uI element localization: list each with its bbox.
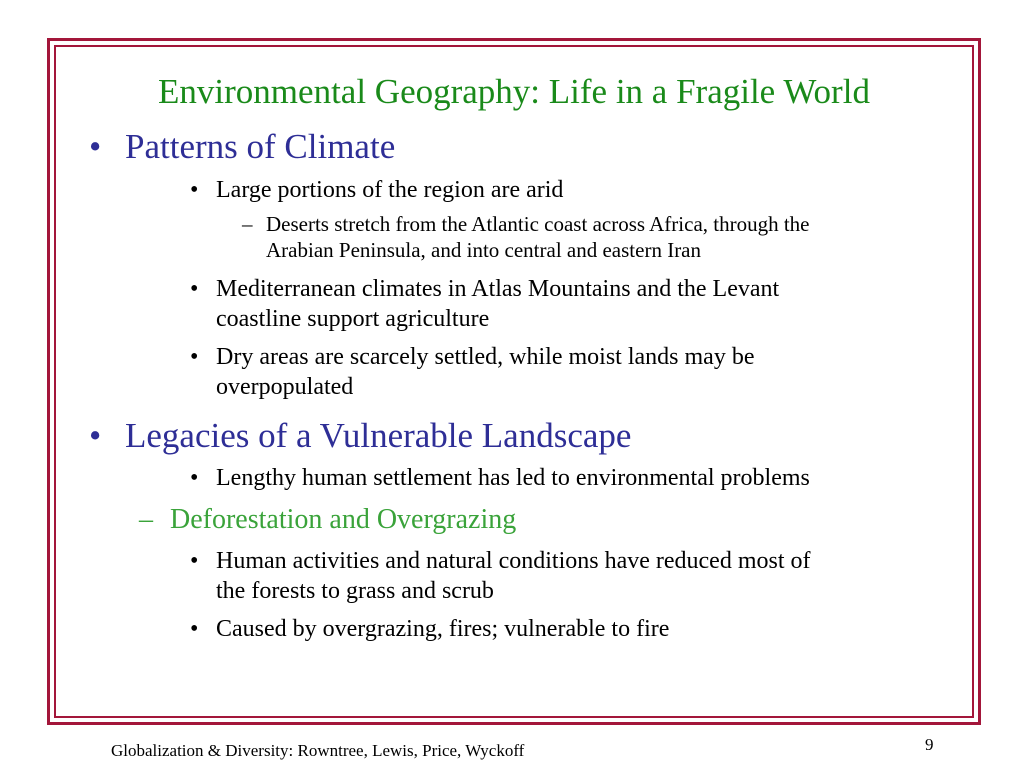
bullet-text-line-1: Mediterranean climates in Atlas Mountains and the Levant	[216, 276, 780, 302]
bullet-mediterranean	[190, 274, 779, 334]
bullet-marker: •	[89, 416, 102, 455]
slide-title: Environmental Geography: Life in a Fragile World	[158, 72, 870, 111]
bullet-legacies	[89, 416, 631, 456]
bullet-text: Caused by overgrazing, fires; vulnerable to fire	[216, 616, 670, 642]
bullet-text-line-2: overpopulated	[216, 374, 354, 400]
bullet-caused-by-overgrazing	[190, 614, 669, 644]
bullet-text: Lengthy human settlement has led to environmental problems	[216, 465, 810, 491]
bullet-marker: •	[190, 276, 199, 302]
subheading-deforestation	[139, 504, 516, 536]
bullet-marker: •	[190, 465, 199, 491]
bullet-dry-areas	[190, 342, 754, 402]
bullet-text: Legacies of a Vulnerable Landscape	[125, 416, 632, 455]
bullet-text-line-1: Human activities and natural conditions have reduced most of	[216, 548, 811, 574]
bullet-patterns-of-climate	[89, 127, 395, 167]
dash-deserts	[242, 211, 810, 263]
bullet-text: Large portions of the region are arid	[216, 177, 564, 203]
bullet-arid-region	[190, 175, 563, 205]
bullet-marker: •	[89, 127, 102, 166]
bullet-marker: •	[190, 548, 199, 574]
bullet-marker: •	[190, 177, 199, 203]
bullet-text-line-2: the forests to grass and scrub	[216, 578, 494, 604]
dash-text-line-1: Deserts stretch from the Atlantic coast across Africa, through the	[266, 212, 810, 236]
bullet-text: Patterns of Climate	[125, 127, 396, 166]
bullet-marker: •	[190, 616, 199, 642]
bullet-human-activities	[190, 546, 811, 606]
bullet-text-line-2: coastline support agriculture	[216, 306, 490, 332]
bullet-marker: •	[190, 344, 199, 370]
dash-text-line-2: Arabian Peninsula, and into central and eastern Iran	[266, 238, 702, 262]
footer-citation: Globalization & Diversity: Rowntree, Lewis, Price, Wyckoff	[111, 741, 525, 760]
dash-marker: –	[139, 504, 153, 535]
bullet-text-line-1: Dry areas are scarcely settled, while moist lands may be	[216, 344, 755, 370]
subheading-text: Deforestation and Overgrazing	[170, 504, 517, 535]
page-number: 9	[925, 735, 934, 754]
dash-marker: –	[242, 212, 253, 236]
bullet-lengthy-settlement	[190, 463, 810, 493]
